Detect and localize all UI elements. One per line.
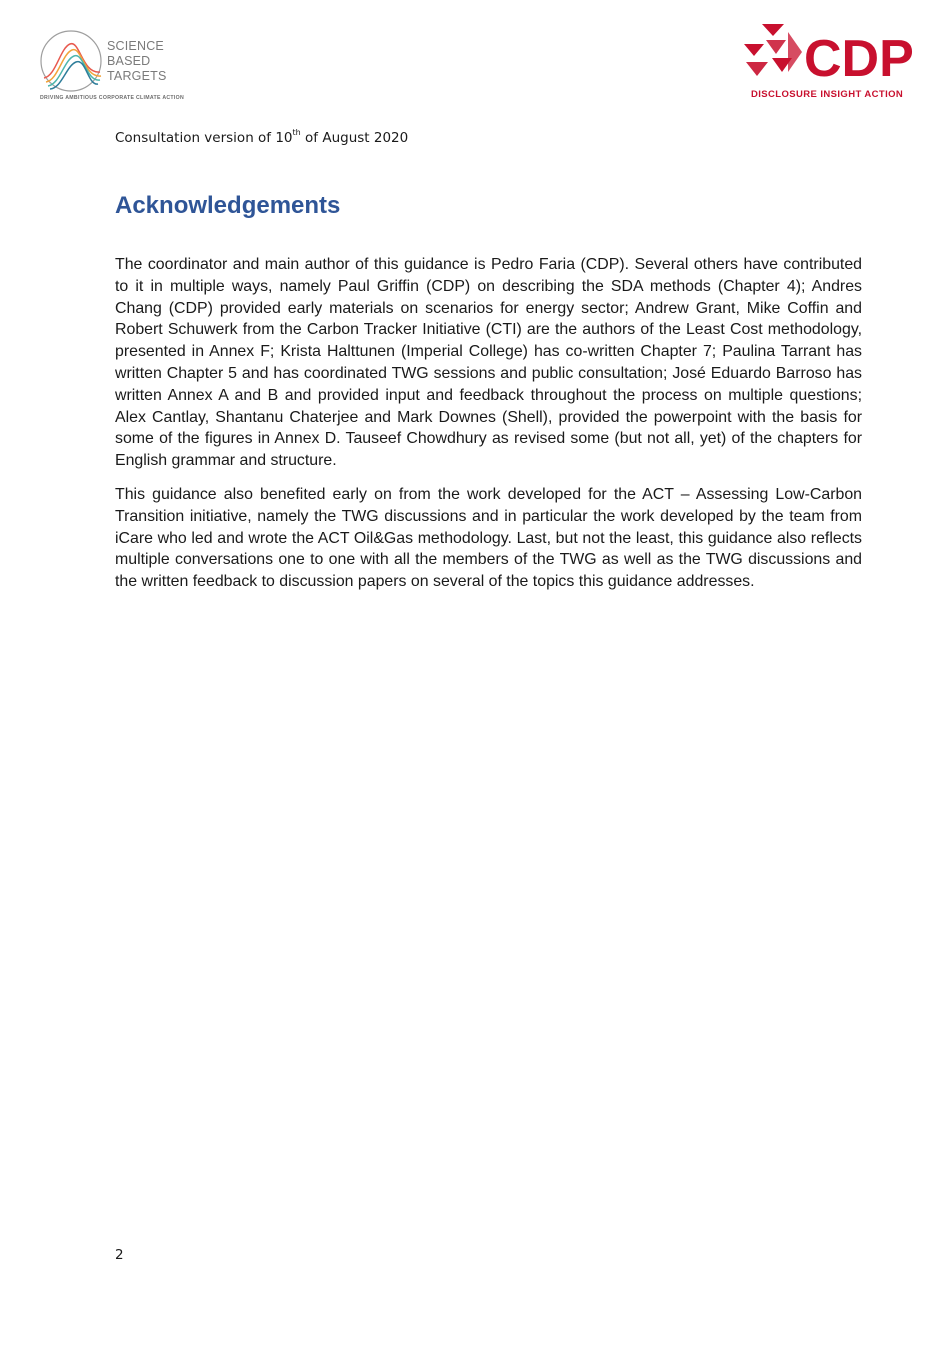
consultation-rest: of August 2020 <box>300 130 409 146</box>
paragraph-1: The coordinator and main author of this guidance is Pedro Faria (CDP). Several others have contributed to it in multiple ways, namely Paul Griffin (CDP) on describing the SDA methods (Chapter 4); Andres Chang (CDP) provided early materials on scenarios for energy sector; Andrew Grant, Mike Coffin and Robert Schuwerk from the Carbon Tracker Initiative (CTI) are the authors of the Least Cost methodology, presented in Annex F; Krista Halttunen (Imperial College) has co-written Chapter 7; Paulina Tarrant has written Chapter 5 and has coordinated TWG sessions and public consultation; José Eduardo Barroso has written Annex A and B and provided input and feedback throughout the process on multiple questions; Alex Cantlay, Shantanu Chaterjee and Mark Downes (Shell), provided the powerpoint with the basis for some of the figures in Annex D. Tauseef Chowdhury as revised some (but not all, yet) of the chapters for English grammar and structure. <box>115 256 862 470</box>
cdp-emblem-icon <box>742 22 927 84</box>
sbt-line-2: BASED <box>107 54 151 68</box>
sbt-wordmark <box>107 39 167 84</box>
section-title: Acknowledgements <box>115 192 341 219</box>
page-number: 2 <box>115 1247 124 1263</box>
acknowledgements-body <box>115 254 862 605</box>
sbt-line-3: TARGETS <box>107 69 167 83</box>
sbt-tagline: DRIVING AMBITIOUS CORPORATE CLIMATE ACTION <box>40 95 185 101</box>
cdp-wordmark: CDP <box>804 30 914 84</box>
paragraph-2: This guidance also benefited early on from the work developed for the ACT – Assessing Low-Carbon Transition initiative, namely the TWG discussions and in particular the work developed by the team from iCare who led and wrote the ACT Oil&Gas methodology. Last, but not the least, this guidance also reflects multiple conversations one to one with all the members of the TWG as well as the TWG discussions and the written feedback to discussion papers on several of the topics this guidance addresses. <box>115 485 862 591</box>
consultation-version <box>115 130 408 146</box>
cdp-tagline: DISCLOSURE INSIGHT ACTION <box>751 89 904 100</box>
sbt-line-1: SCIENCE <box>107 39 164 53</box>
consultation-prefix: Consultation version of 10 <box>115 130 293 146</box>
consultation-ordinal: th <box>292 128 301 137</box>
